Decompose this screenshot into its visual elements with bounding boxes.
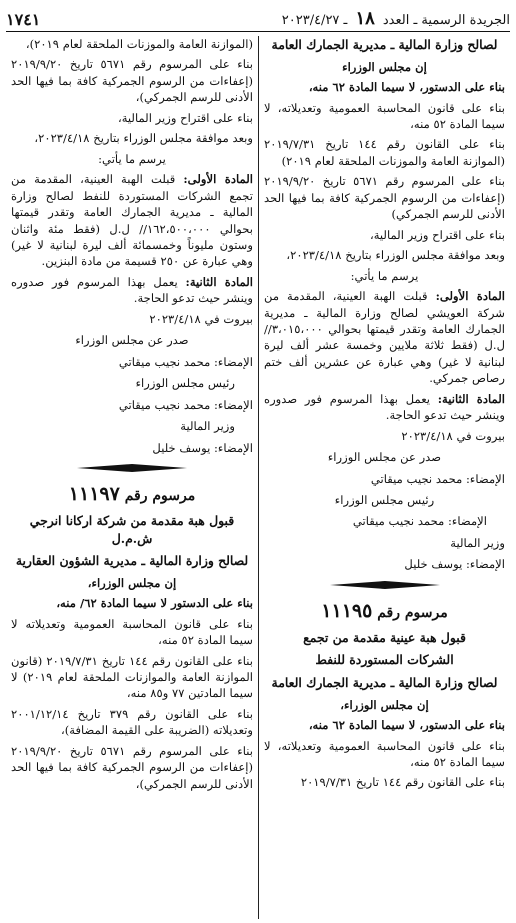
article-two-text: يعمل بهذا المرسوم فور صدوره وينشر حيث تدعو الحاجة.: [264, 391, 505, 423]
article-one-l: [11, 171, 253, 270]
prime-minister-title: رئيس مجلس الوزراء: [334, 493, 435, 508]
decrees-line-l: يرسم ما يأتي:: [98, 151, 166, 166]
council-intro: إن مجلس الوزراء: [342, 59, 427, 74]
place-date-l: بيروت في ٢٠٢٣/٤/١٨: [149, 311, 253, 326]
signature-pm-2-l: الإمضاء: محمد نجيب ميقاتي: [118, 397, 253, 412]
signature-finance-minister: الإمضاء: يوسف خليل: [404, 557, 505, 572]
preamble-customs-decree-l: بناء على المرسوم رقم ٥٦٧١ تاريخ ٢٠١٩/٩/٢٠ (إعفاءات من الرسوم الجمركية كافة بما فيها الحد الأدنى للرسم الجمركي)،: [11, 57, 253, 105]
decree-label: مرسوم رقم: [377, 604, 448, 621]
preamble-accounting-law-l: بناء على قانون المحاسبة العمومية وتعديلاته لا سيما المادة ٥٢ منه،: [11, 616, 253, 648]
right-column: [258, 36, 510, 919]
signature-pm-1: الإمضاء: محمد نجيب ميقاتي: [370, 471, 505, 486]
article-two-label: المادة الثانية:: [437, 391, 505, 406]
section-divider: [264, 578, 505, 592]
preamble-vat-law-l: بناء على القانون رقم ٣٧٩ تاريخ ٢٠٠١/١٢/١٤ وتعديلاته (الضريبة على القيمة المضافة)،: [11, 706, 253, 738]
finance-minister-title-l: وزير المالية: [180, 419, 235, 434]
signature-pm-1-l: الإمضاء: محمد نجيب ميقاتي: [118, 354, 253, 369]
issue-number: ١٨: [355, 8, 375, 29]
decree-label-l: مرسوم رقم: [124, 487, 196, 504]
council-intro-2: إن مجلس الوزراء،: [340, 697, 429, 712]
preamble-minister-proposal: بناء على اقتراح وزير المالية،: [369, 227, 505, 242]
preamble-minister-proposal-l: بناء على اقتراح وزير المالية،: [117, 110, 253, 125]
decree-number-l: ١١١٩٧: [68, 482, 120, 505]
decree-number: ١١١٩٥: [321, 599, 373, 622]
place-date: بيروت في ٢٠٢٣/٤/١٨: [401, 428, 505, 443]
article-one-label-l: المادة الأولى:: [183, 172, 254, 187]
preamble-customs-decree-l2: بناء على المرسوم رقم ٥٦٧١ تاريخ ٢٠١٩/٩/٢٠ (إعفاءات من الرسوم الجمركية كافة بما فيها الحد الأدنى للرسم الجمركي)،: [11, 743, 253, 791]
preamble-accounting-law: بناء على قانون المحاسبة العمومية وتعديلاته، لا سيما المادة ٥٢ منه،: [264, 100, 505, 131]
decree-title-line-1-l: قبول هبة مقدمة من شركة اركانا انرجي ش.م.ل: [29, 512, 235, 546]
preamble-customs-decree: بناء على المرسوم رقم ٥٦٧١ تاريخ ٢٠١٩/٩/٢٠ (إعفاءات من الرسوم الجمركية كافة بما فيها الحد الأدنى للرسم الجمركي): [264, 174, 505, 222]
page-columns: [6, 36, 510, 919]
preamble-budget-law-l: بناء على القانون رقم ١٤٤ تاريخ ٢٠١٩/٧/٣١ (قانون الموازنة العامة والموازنات الملحقة لعام ٢٠١٩) لا سيما المادتين ٧٧ و٨٥ منه،: [11, 653, 253, 701]
article-one: [264, 288, 505, 387]
article-one-label: المادة الأولى:: [435, 289, 506, 304]
article-one-text-l: قبلت الهبة العينية، المقدمة من تجمع الشركات المستوردة للنفط لصالح وزارة المالية ـ مديرية الجمارك العامة وتقدر قيمتها بحوالي ١٦٢،٥٠٠،٠٠٠// ل.ل (فقط مئة واثنان وستون مليوناً وخمسمائة ألف ليرة لبنانية لا غير) وهي عبارة عن ٢٥٠ قسيمة من مادة البنزين.: [11, 172, 253, 269]
preamble-council-approval: وبعد موافقة مجلس الوزراء بتاريخ ٢٠٢٣/٤/١٨،: [286, 248, 505, 263]
issue-date: ـ ٢٠٢٣/٤/٢٧: [281, 13, 348, 28]
continued-heading: لصالح وزارة المالية ـ مديرية الجمارك العامة: [271, 37, 498, 52]
council-intro-l: إن مجلس الوزراء،: [87, 575, 177, 590]
preamble-constitution: بناء على الدستور، لا سيما المادة ٦٢ منه،: [308, 80, 505, 95]
preamble-constitution-2: بناء على الدستور، لا سيما المادة ٦٢ منه،: [308, 718, 505, 733]
preamble-accounting-law-2: بناء على قانون المحاسبة العمومية وتعديلاته، لا سيما المادة ٥٢ منه،: [264, 738, 505, 769]
article-one-text: قبلت الهبة العينية، المقدمة من شركة العويشي لصالح وزارة المالية ـ مديرية الجمارك العامة وتقدر قيمتها بحوالي ٣،٠١٥،٠٠٠// ل.ل (فقط ثلاثة ملايين وخمسة عشر ألف ليرة لبنانية لا غير) وهي عبارة عن عشرين ألف ختم رصاص جمركي.: [264, 289, 505, 386]
decree-title-line-1: قبول هبة عينية مقدمة من تجمع: [303, 629, 466, 645]
decree-header-11197: [11, 481, 253, 508]
decree-header-11195: [264, 598, 505, 625]
article-two-l: [11, 274, 253, 307]
section-divider-l: [11, 461, 253, 475]
issued-by: صدر عن مجلس الوزراء: [327, 450, 442, 465]
page-number: ١٧٤١: [6, 10, 41, 29]
article-two-label-l: المادة الثانية:: [185, 274, 253, 289]
finance-minister-title: وزير المالية: [450, 535, 505, 550]
continued-budget-ref: (الموازنة العامة والموزنات الملحقة لعام ٢٠١٩)،: [25, 37, 253, 51]
signature-finance-minister-l: الإمضاء: يوسف خليل: [152, 440, 253, 455]
decree-title-line-3: لصالح وزارة المالية ـ مديرية الجمارك العامة: [271, 675, 498, 691]
article-two: [264, 391, 505, 424]
decree-title-line-2-l: لصالح وزارة المالية ـ مديرية الشؤون العقارية: [15, 553, 249, 569]
gazette-masthead: [282, 8, 510, 29]
left-column: [6, 36, 258, 919]
prime-minister-title-l: رئيس مجلس الوزراء: [135, 376, 235, 391]
preamble-constitution-l: بناء على الدستور لا سيما المادة ٦٢/ منه،: [56, 596, 253, 611]
preamble-council-approval-l: وبعد موافقة مجلس الوزراء بتاريخ ٢٠٢٣/٤/١٨،: [34, 131, 253, 146]
gazette-title: الجريدة الرسمية ـ العدد: [382, 13, 510, 28]
preamble-budget-law: بناء على القانون رقم ١٤٤ تاريخ ٢٠١٩/٧/٣١ (الموازنة العامة والموزنات الملحقة لعام ٢٠١٩): [264, 137, 505, 168]
decrees-line: يرسم ما يأتي:: [350, 268, 419, 283]
article-two-text-l: يعمل بهذا المرسوم فور صدوره وينشر حيث تدعو الحاجة.: [11, 274, 253, 306]
preamble-budget-law-2: بناء على القانون رقم ١٤٤ تاريخ ٢٠١٩/٧/٣١: [300, 775, 505, 790]
page-header: [6, 4, 510, 32]
issued-by-l: صدر عن مجلس الوزراء: [75, 333, 189, 348]
signature-pm-2: الإمضاء: محمد نجيب ميقاتي: [352, 514, 487, 529]
decree-title-line-2: الشركات المستوردة للنفط: [315, 652, 454, 668]
